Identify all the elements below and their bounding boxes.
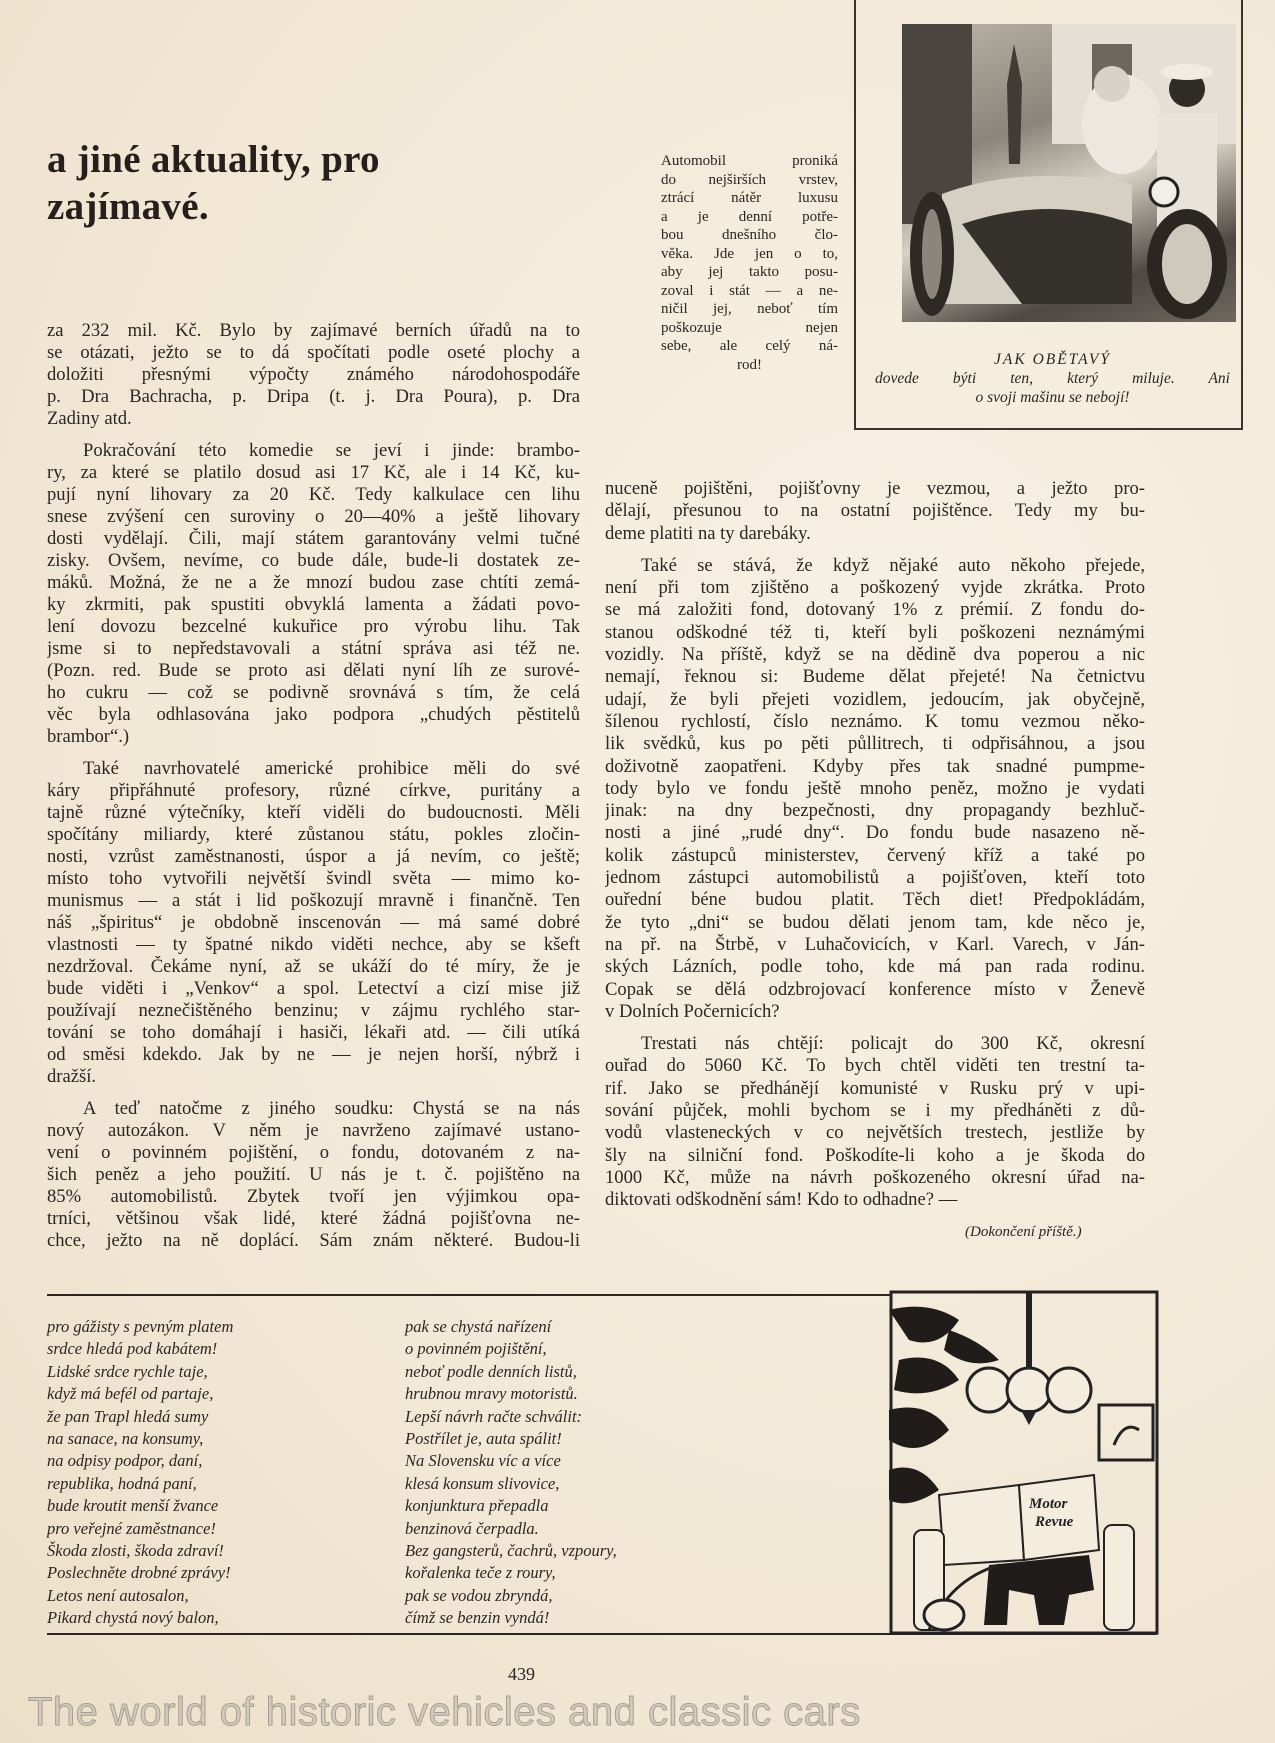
sidebar-line: sebe, ale celý ná-: [661, 338, 838, 354]
poem-line: pak se chystá nařízení: [405, 1317, 552, 1336]
poem-line: Poslechněte drobné zprávy!: [47, 1563, 231, 1583]
text-line: Pokračování této komedie se jeví i jinde: brambo-: [83, 440, 580, 461]
magazine-title: Revue: [1035, 1514, 1074, 1530]
text-line: jsme si to nepředstavovali a státní správa asi též ne.: [47, 638, 580, 659]
text-line: místo toho vytvořili největší švindl světa — mimo ko-: [47, 868, 580, 889]
text-line: stanou odškodné též ti, kteří byli poškozeni neznámými: [605, 621, 1145, 643]
text-line: nuceně pojištěni, pojišťovny je vezmou, a ježto pro-: [605, 478, 1145, 499]
reader-illustration: [889, 1290, 1159, 1635]
text-line: dosti vydělají. Čili, mají státem garantovány velmi tučné: [47, 528, 580, 549]
sidebar-line: a je denní potře-: [661, 208, 838, 225]
text-line: chce, ježto na ně doplácí. Sám znám některé. Budou-li: [47, 1230, 580, 1251]
text-line: nový autozákon. V něm je navrženo zajímavé ustano-: [47, 1120, 580, 1141]
sidebar-line: ztrácí nátěr luxusu: [661, 190, 838, 206]
text-line: máků. Možná, že ne a že mnozí budou zase chtíti zemá-: [47, 572, 580, 593]
poem-line: Lidské srdce rychle taje,: [47, 1361, 208, 1381]
text-line: nezdržoval. Čekáme nyní, až se ukáží do té míry, že je: [47, 956, 580, 977]
sidebar-line: bou dnešního člo-: [661, 227, 838, 243]
poem-left-column: [47, 1316, 233, 1629]
continued-note: (Dokončení příště.): [965, 1224, 1082, 1240]
text-line: za 232 mil. Kč. Bylo by zajímavé berních úřadů na to: [47, 320, 580, 341]
right-text-column: [605, 478, 1145, 1222]
poem-line: o povinném pojištění,: [405, 1339, 547, 1359]
poem-line: Pikard chystá nový balon,: [47, 1608, 219, 1628]
text-line: se otázati, ježto se to dá spočítati podle oseté plochy a: [47, 342, 580, 363]
sidebar-line: poškozuje nejen: [661, 319, 838, 336]
text-line: doživotně zaopatřeni. Kdyby přes tak snadné pumpme-: [605, 755, 1145, 777]
text-line: ských Lázních, podle toho, kde má pan rada rodinu.: [605, 956, 1145, 978]
text-line: udají, že byli přejeti vozidlem, jedoucím, jak obyčejně,: [605, 688, 1145, 710]
text-line: ry, za které se platilo dosud asi 17 Kč, ale i 14 Kč, ku-: [47, 462, 580, 483]
text-line: vení o povinném pojištění, o fondu, dotovaném z na-: [47, 1142, 580, 1163]
text-line: bude viděti i „Venkov“ a spol. Letectví a cizí mise již: [47, 978, 580, 999]
text-line: používají neznečištěného benzinu; v zájmu rychlého star-: [47, 1000, 580, 1021]
paragraph: [47, 440, 580, 748]
paragraph: [47, 1098, 580, 1252]
poem-line: bude kroutit menší žvance: [47, 1496, 219, 1516]
poem-line: pak se vodou zbryndá,: [405, 1585, 553, 1605]
poem-line: pro gážisty s pevným platem: [47, 1317, 234, 1336]
text-line: zisky. Ovšem, nevíme, co bude dále, bude-li dostatek ze-: [47, 550, 580, 571]
text-line: 85% automobilistů. Zbytek tvoří jen výjimkou opa-: [47, 1186, 580, 1207]
text-line: Také se stává, že když nějaké auto někoho přejede,: [641, 554, 1145, 576]
article-title: [47, 136, 380, 230]
text-line: tody bylo ve fondu ještě mnoho peněz, možno je vydati: [605, 777, 1145, 799]
poem-line: kořalenka teče z roury,: [405, 1563, 556, 1583]
poem-line: Letos není autosalon,: [47, 1585, 189, 1605]
text-line: šílenou rychlostí, číslo neznámo. K tomu vezmou něko-: [605, 710, 1145, 732]
text-line: munismus — a stát i lid poškozují mravně i finančně. Ten: [47, 890, 580, 911]
paragraph: [605, 478, 1145, 545]
text-line: A teď natočme z jiného soudku: Chystá se na nás: [83, 1098, 580, 1119]
text-line: vozidly. Na příště, když se na dědině dva poperou a nic: [605, 644, 1145, 666]
sidebar-line: rod!: [737, 356, 762, 373]
text-line: ouřední béne budou platit. Těch diet! Předpokládám,: [605, 889, 1145, 911]
text-line: doložiti přesnými výpočty známého národohospodáře: [47, 364, 580, 385]
poem-line: Na Slovensku víc a více: [405, 1451, 561, 1471]
poem-line: Postřílet je, auta spálit!: [405, 1428, 562, 1448]
text-line: lení dovozu bezcelné kukuřice pro výrobu lihu. Tak: [47, 616, 580, 637]
text-line: ouřad do 5060 Kč. To bych chtěl viděti ten trestní ta-: [605, 1055, 1145, 1077]
text-line: p. Dra Bachracha, p. Dripa (t. j. Dra Poura), p. Dra: [47, 386, 580, 407]
caption-line: dovede býti ten, který miluje. Ani: [875, 370, 1230, 387]
title-line: a jiné aktuality, pro: [47, 138, 380, 181]
text-line: šly na silniční fond. Poškodíte-li koho a je škoda do: [605, 1144, 1145, 1166]
text-line: není při tom zjištěno a poškozený vyjde zkrátka. Proto: [605, 577, 1145, 599]
poem-line: konjunktura přepadla: [405, 1496, 549, 1516]
text-line: deme platiti na ty darebáky.: [605, 522, 811, 544]
text-line: kolik zástupců ministerstev, červený kříž a také po: [605, 844, 1145, 866]
text-line: sování půjček, mohli bychom se i my předháněti z dů-: [605, 1100, 1145, 1122]
text-line: spočítány miliardy, které zůstanou státu, pokles zločin-: [47, 824, 580, 845]
sidebar-line: Automobil proniká: [661, 153, 838, 169]
text-line: tování se toho domáhají i hasiči, lékaři atd. — čili utíká: [47, 1022, 580, 1043]
poem-right-column: [405, 1316, 617, 1629]
text-line: snese zvýšení cen suroviny o 20—40% a ještě lihovary: [47, 506, 580, 527]
paragraph: [605, 555, 1145, 1023]
poem-line: benzinová čerpadla.: [405, 1518, 539, 1538]
poem-line: republika, hodná paní,: [47, 1473, 197, 1493]
text-line: 1000 Kč, může na návrh poškozeného okresní úřad na-: [605, 1166, 1145, 1188]
text-line: káry připřáhnuté profesory, různé církve, puritány a: [47, 780, 580, 801]
paragraph: [47, 320, 580, 430]
text-line: vlastnosti — ty špatné nikdo viděti nechce, aby se kšeft: [47, 934, 580, 955]
sidebar-line: věka. Jde jen o to,: [661, 245, 838, 262]
text-line: Trestati nás chtějí: policajt do 300 Kč, okresní: [641, 1033, 1145, 1055]
poem-line: na sanace, na konsumy,: [47, 1428, 204, 1448]
text-line: od směsi kdekdo. Jak by ne — je nejen horší, nýbrž i: [47, 1044, 580, 1065]
poem-top-rule: [47, 1294, 892, 1296]
text-line: na př. na Štrbě, v Luhačovicích, v Karl. Varech, v Ján-: [605, 933, 1145, 955]
text-line: ky zkrmiti, pak spustiti obvyklá lamenta a žádati povo-: [47, 594, 580, 615]
motorcycle-sidecar-photo: [902, 24, 1236, 322]
sidebar-line: zoval i stát — a ne-: [661, 282, 838, 299]
text-line: šich peněz a jeho použití. U nás je t. č. pojištěno na: [47, 1164, 580, 1185]
text-line: v Dolních Počernicích?: [605, 1000, 780, 1022]
text-line: brambor“.): [47, 726, 130, 747]
text-line: pují nyní lihovary za 20 Kč. Tedy kalkulace cen lihu: [47, 484, 580, 505]
paragraph: [47, 758, 580, 1088]
text-line: lik svědků, kus po pěti půllitrech, ti odpřisáhnou, a jsou: [605, 733, 1145, 755]
text-line: ho cukru — což se podivně srovnává s tím, že celá: [47, 682, 580, 703]
poem-line: Lepší návrh račte schválit:: [405, 1406, 583, 1426]
title-line: zajímavé.: [47, 185, 209, 228]
text-line: Copak se dělá odzbrojovací konference místo v Ženevě: [605, 978, 1145, 1000]
text-line: se má založiti fond, dotovaný 1% z prémií. Z fondu do-: [605, 599, 1145, 621]
text-line: nosti a jiné „rudé dny“. Do fondu bude nasazeno ně-: [605, 822, 1145, 844]
poem-line: hrubnou mravy motoristů.: [405, 1384, 578, 1404]
text-line: nemají, řeknou si: Budeme dělat přejeté! Na četnictvu: [605, 666, 1145, 688]
text-line: věc byla odhlasována jako podpora „chudých pěstitelů: [47, 704, 580, 725]
magazine-title: Motor: [1029, 1496, 1068, 1512]
caption-heading: JAK OBĚTAVÝ: [994, 351, 1111, 368]
poem-line: Bez gangsterů, čachrů, vzpoury,: [405, 1540, 617, 1560]
page-number: 439: [508, 1664, 535, 1684]
text-line: diktovati odškodnění sám! Kdo to odhadne? —: [605, 1189, 958, 1211]
text-line: že tyto „dni“ se budou dělati jenom tam, kde něco je,: [605, 911, 1145, 933]
text-line: dělají, přesunou to na ostatní pojištěnce. Tedy my bu-: [605, 500, 1145, 522]
sidebar-note: [661, 152, 838, 374]
poem-line: pro veřejné zaměstnance!: [47, 1518, 216, 1538]
text-line: nosti, vzrůst zaměstnanosti, úspor a já nevím, co ještě;: [47, 846, 580, 867]
sidebar-line: do nejširších vrstev,: [661, 171, 838, 188]
text-line: tajně různé výtečníky, kteří viděli do budoucnosti. Měli: [47, 802, 580, 823]
poem-line: čímž se benzin vyndá!: [405, 1608, 550, 1628]
text-line: Zadiny atd.: [47, 408, 132, 429]
poem-line: srdce hledá pod kabátem!: [47, 1339, 218, 1359]
sidebar-line: aby jej takto posu-: [661, 264, 838, 280]
watermark: The world of historic vehicles and classic cars: [28, 1690, 861, 1734]
text-line: (Pozn. red. Bude se proto asi dělati nyní líh ze surové-: [47, 660, 580, 681]
left-text-column: [47, 320, 580, 1262]
sidebar-line: ničil jej, neboť tím: [661, 301, 838, 317]
text-line: rif. Jako se předhánějí komunisté v Rusku prý v upi-: [605, 1077, 1145, 1099]
text-line: jinak: na dny bezpečnosti, dny propagandy bezhluč-: [605, 800, 1145, 822]
poem-line: na odpisy podpor, daní,: [47, 1451, 203, 1471]
text-line: vodů vlasteneckých v co největších trestech, jestliže by: [605, 1122, 1145, 1144]
paragraph: [605, 1033, 1145, 1211]
poem-line: neboť podle denních listů,: [405, 1361, 577, 1381]
poem-line: Škoda zlosti, škoda zdraví!: [47, 1540, 224, 1560]
text-line: náš „špiritus“ je obdobně inscenován — má samé dobré: [47, 912, 580, 933]
caption-line: o svoji mašinu se nebojí!: [975, 389, 1130, 406]
poem-line: klesá konsum slivovice,: [405, 1473, 560, 1493]
text-line: dražší.: [47, 1066, 97, 1087]
text-line: jednom zástupci automobilistů a pojišťoven, kteří toto: [605, 867, 1145, 889]
photo-caption: [875, 350, 1230, 407]
text-line: trníci, většinou však lidé, které žádná pojišťovna ne-: [47, 1208, 580, 1229]
poem-line: když má befél od partaje,: [47, 1384, 214, 1404]
text-line: Také navrhovatelé americké prohibice měli do své: [83, 758, 580, 779]
poem-line: že pan Trapl hledá sumy: [47, 1406, 209, 1426]
